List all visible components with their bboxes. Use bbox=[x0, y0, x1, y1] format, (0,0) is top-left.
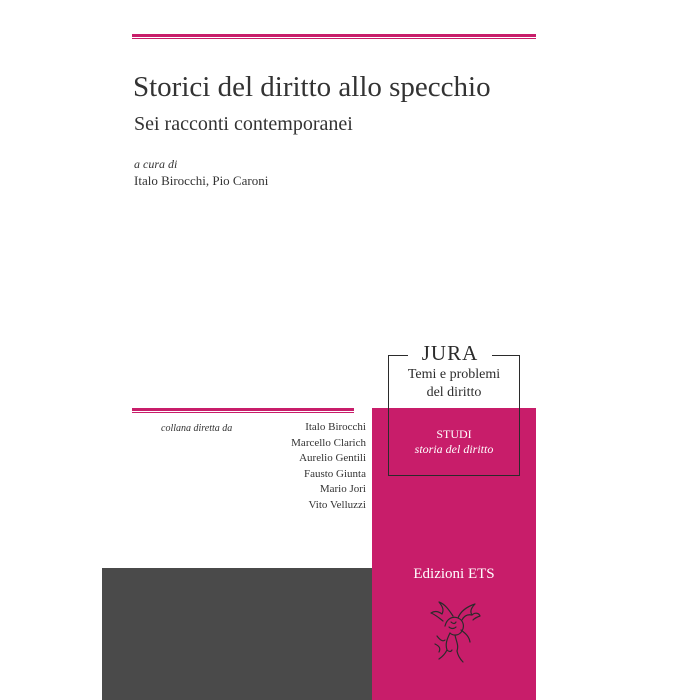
book-title: Storici del diritto allo specchio bbox=[133, 71, 491, 103]
directors-list bbox=[291, 420, 366, 514]
series-line-2: del diritto bbox=[426, 385, 482, 400]
director-name: Marcello Clarich bbox=[291, 436, 366, 449]
publisher-name: Edizioni ETS bbox=[413, 566, 495, 582]
pegasus-icon bbox=[425, 596, 485, 668]
series-subsection: storia del diritto bbox=[414, 442, 494, 456]
director-name: Mario Jori bbox=[319, 483, 366, 496]
collana-label: collana diretta da bbox=[161, 423, 233, 434]
series-name: JURA bbox=[421, 341, 479, 365]
editors-intro: a cura di bbox=[134, 157, 178, 171]
series-frame-top-left bbox=[388, 355, 408, 356]
book-subtitle: Sei racconti contemporanei bbox=[134, 113, 353, 135]
top-rule bbox=[132, 34, 536, 39]
series-line-1: Temi e problemi bbox=[407, 367, 501, 382]
collana-rule bbox=[132, 408, 354, 413]
director-name: Fausto Giunta bbox=[303, 467, 366, 480]
director-name: Italo Birocchi bbox=[305, 421, 366, 433]
director-name: Aurelio Gentili bbox=[299, 452, 366, 465]
editors-names: Italo Birocchi, Pio Caroni bbox=[134, 173, 269, 188]
series-section: STUDI bbox=[436, 427, 472, 441]
series-frame-top-right bbox=[492, 355, 520, 356]
director-name: Vito Velluzzi bbox=[308, 498, 366, 511]
